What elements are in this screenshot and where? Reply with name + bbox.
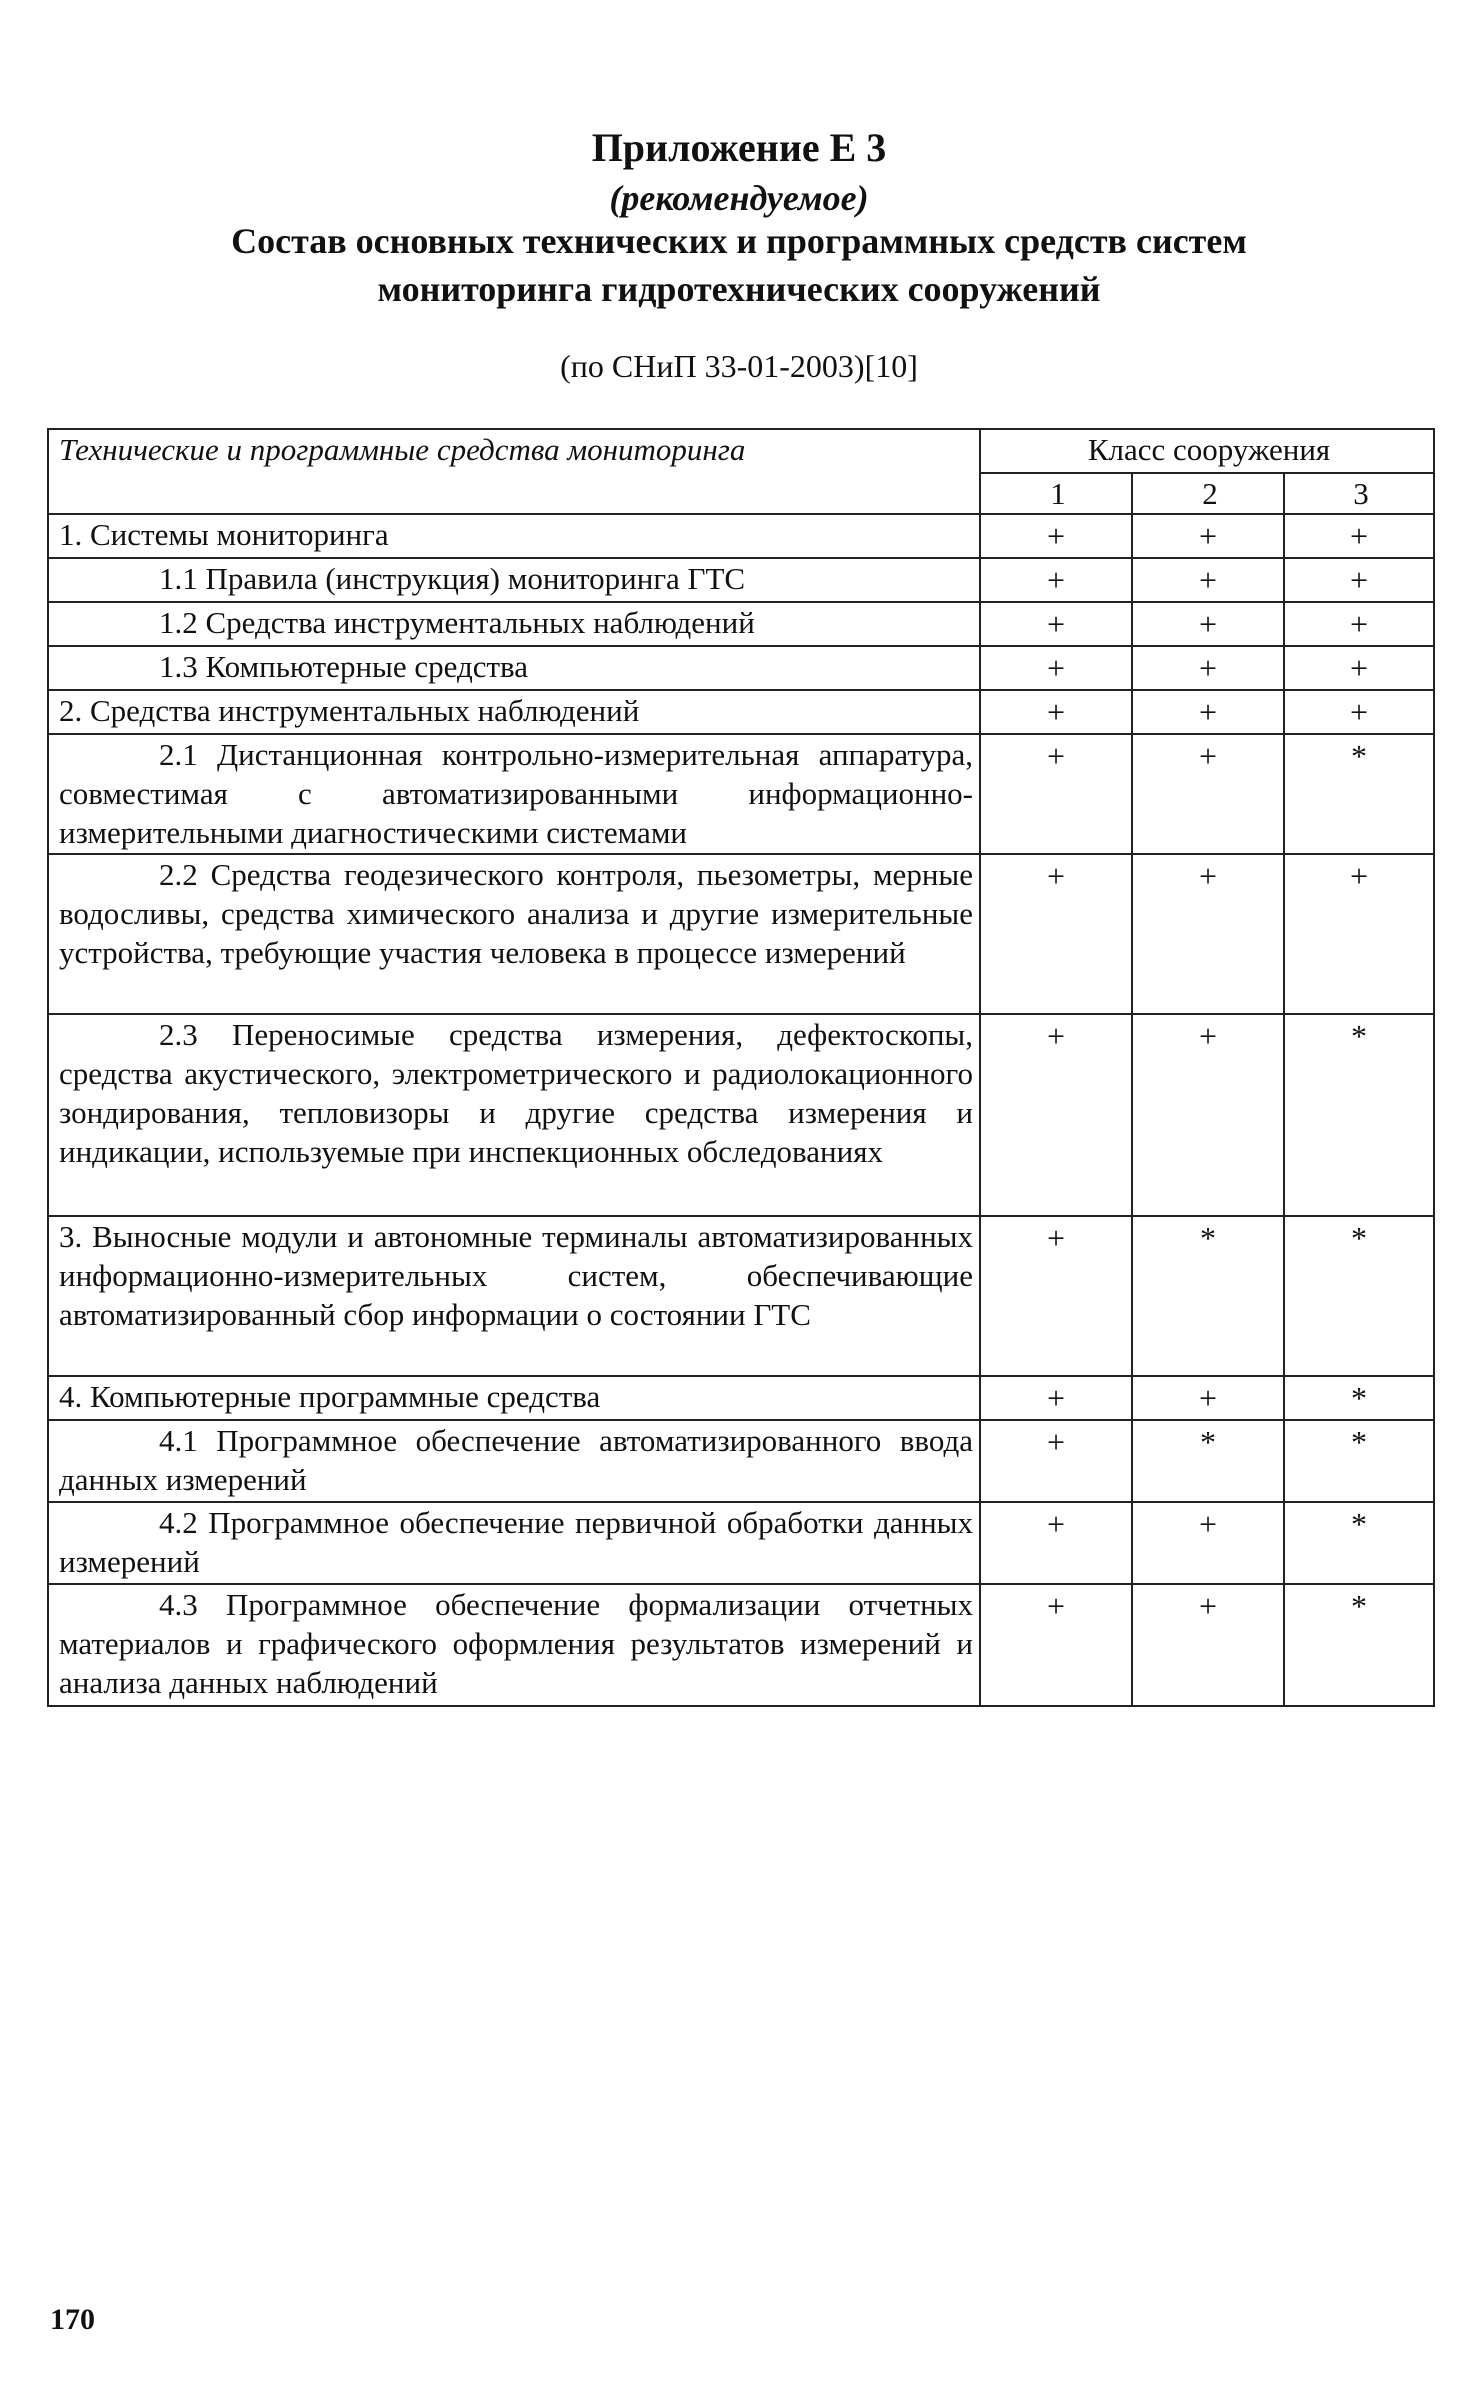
class-2-mark: +: [1132, 690, 1284, 734]
class-3-mark: +: [1284, 602, 1434, 646]
class-2-mark: +: [1132, 514, 1284, 558]
class-header-1: 1: [980, 473, 1132, 514]
document-title-line-2: мониторинга гидротехнических сооружений: [377, 269, 1101, 309]
table-row: [48, 1584, 1434, 1706]
class-2-mark: *: [1132, 1420, 1284, 1502]
class-2-mark: +: [1132, 854, 1284, 1014]
class-2-mark: +: [1132, 1376, 1284, 1420]
class-1-mark: +: [980, 1502, 1132, 1584]
table-row: [48, 1014, 1434, 1216]
class-header-2: 2: [1132, 473, 1284, 514]
class-1-mark: +: [980, 1420, 1132, 1502]
row-text: 4.1 Программное обеспечение автоматизированного ввода данных измерений: [48, 1420, 980, 1502]
class-3-mark: *: [1284, 1420, 1434, 1502]
document-title-line-1: Состав основных технических и программных средств систем: [231, 221, 1247, 261]
class-2-mark: +: [1132, 1502, 1284, 1584]
monitoring-means-table: [47, 428, 1435, 1707]
class-3-mark: *: [1284, 1502, 1434, 1584]
row-text: 2.3 Переносимые средства измерения, дефектоскопы, средства акустического, электрометрического и радиолокационного зондирования, тепловизоры и другие средства измерения и индикации, используемые при инспекционных обследованиях: [48, 1014, 980, 1216]
class-3-mark: *: [1284, 734, 1434, 854]
table-row: [48, 690, 1434, 734]
class-2-mark: +: [1132, 558, 1284, 602]
class-3-mark: +: [1284, 690, 1434, 734]
table-row: [48, 1502, 1434, 1584]
appendix-label: Приложение Е 3: [591, 125, 887, 170]
column-header-means: Технические и программные средства мониторинга: [48, 429, 980, 514]
class-2-mark: +: [1132, 734, 1284, 854]
class-3-mark: +: [1284, 854, 1434, 1014]
table-row: [48, 734, 1434, 854]
class-2-mark: *: [1132, 1216, 1284, 1376]
table-row: [48, 558, 1434, 602]
class-2-mark: +: [1132, 646, 1284, 690]
table-row: [48, 602, 1434, 646]
row-text: 1.1 Правила (инструкция) мониторинга ГТС: [48, 558, 980, 602]
row-text: 4.3 Программное обеспечение формализации отчетных материалов и графического оформления результатов измерений и анализа данных наблюдений: [48, 1584, 980, 1706]
row-text: 2.1 Дистанционная контрольно-измерительная аппаратура, совместимая с автоматизированными информационно-измерительными диагностическими системами: [48, 734, 980, 854]
class-3-mark: +: [1284, 646, 1434, 690]
table-row: [48, 514, 1434, 558]
table-row: [48, 1216, 1434, 1376]
row-text: 3. Выносные модули и автономные терминалы автоматизированных информационно-измерительных систем, обеспечивающие автоматизированный сбор информации о состоянии ГТС: [48, 1216, 980, 1376]
class-1-mark: +: [980, 1584, 1132, 1706]
class-1-mark: +: [980, 602, 1132, 646]
class-1-mark: +: [980, 690, 1132, 734]
row-text: 2. Средства инструментальных наблюдений: [48, 690, 980, 734]
class-1-mark: +: [980, 1014, 1132, 1216]
row-text: 4.2 Программное обеспечение первичной обработки данных измерений: [48, 1502, 980, 1584]
class-3-mark: *: [1284, 1014, 1434, 1216]
table-row: [48, 854, 1434, 1014]
class-2-mark: +: [1132, 602, 1284, 646]
class-2-mark: +: [1132, 1014, 1284, 1216]
class-3-mark: *: [1284, 1216, 1434, 1376]
class-header-3: 3: [1284, 473, 1434, 514]
class-2-mark: +: [1132, 1584, 1284, 1706]
class-1-mark: +: [980, 646, 1132, 690]
class-1-mark: +: [980, 514, 1132, 558]
class-3-mark: *: [1284, 1376, 1434, 1420]
class-1-mark: +: [980, 558, 1132, 602]
source-reference: (по СНиП 33-01-2003)[10]: [560, 348, 918, 384]
class-3-mark: +: [1284, 558, 1434, 602]
row-text: 4. Компьютерные программные средства: [48, 1376, 980, 1420]
row-text: 1. Системы мониторинга: [48, 514, 980, 558]
class-3-mark: +: [1284, 514, 1434, 558]
row-text: 1.2 Средства инструментальных наблюдений: [48, 602, 980, 646]
page-number: 170: [50, 2303, 95, 2336]
class-1-mark: +: [980, 1376, 1132, 1420]
class-1-mark: +: [980, 734, 1132, 854]
class-1-mark: +: [980, 1216, 1132, 1376]
row-text: 1.3 Компьютерные средства: [48, 646, 980, 690]
table-row: [48, 1376, 1434, 1420]
column-header-structure-class: Класс сооружения: [980, 429, 1434, 473]
class-1-mark: +: [980, 854, 1132, 1014]
table-row: [48, 646, 1434, 690]
recommended-label: (рекомендуемое): [609, 178, 869, 218]
table-row: [48, 1420, 1434, 1502]
row-text: 2.2 Средства геодезического контроля, пьезометры, мерные водосливы, средства химического анализа и другие измерительные устройства, требующие участия человека в процессе измерений: [48, 854, 980, 1014]
class-3-mark: *: [1284, 1584, 1434, 1706]
